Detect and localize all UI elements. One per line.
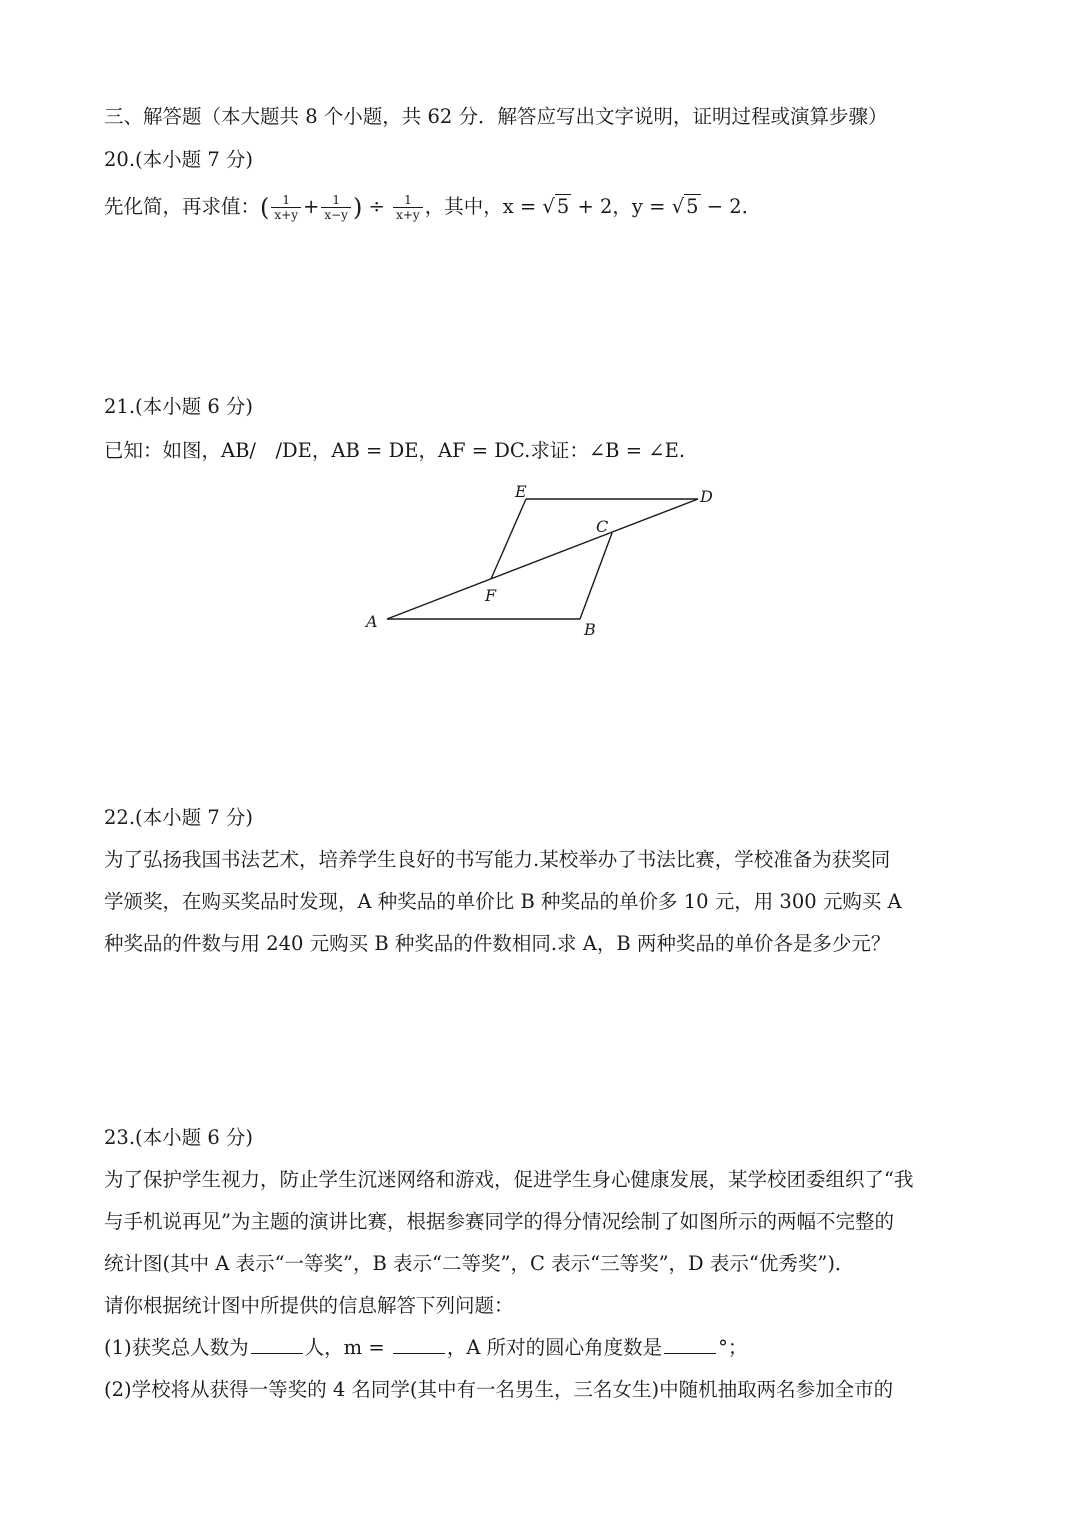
- q23-line-3: 统计图(其中 A 表示“一等奖”，B 表示“二等奖”，C 表示“三等奖”，D 表示“优秀奖”)．: [104, 1252, 855, 1275]
- label-D: D: [700, 487, 713, 506]
- q22-line-3: 种奖品的件数与用 240 元购买 B 种奖品的件数相同.求 A，B 两种奖品的单价各是多少元？: [104, 932, 891, 955]
- label-E: E: [515, 482, 527, 501]
- q23-line-2: 与手机说再见”为主题的演讲比赛，根据参赛同学的得分情况绘制了如图所示的两幅不完整的: [104, 1210, 894, 1233]
- q20-suffix-2: + 2，y =: [571, 195, 672, 218]
- q23-part1-c: ，A 所对的圆心角度数是: [446, 1336, 663, 1359]
- fraction-denominator: x+y: [274, 208, 298, 222]
- q22-title: 22.(本小题 7 分): [104, 806, 254, 829]
- geometry-figure: [360, 478, 730, 643]
- q20-suffix-1: ，其中，x =: [424, 195, 543, 218]
- answer-blank-total[interactable]: [251, 1333, 303, 1354]
- q23-part1-a: (1)获奖总人数为: [104, 1336, 249, 1359]
- answer-blank-m[interactable]: [393, 1333, 445, 1354]
- q21-statement: 已知：如图，AB/ /DE，AB = DE，AF = DC.求证：∠B = ∠E.: [104, 439, 686, 462]
- q20-expression: 先化简，再求值：( $\frac{1}{x+y}$ + $\frac{1}{x-y}$ ) ÷ $\frac{1}{x+y}$ ，其中，x = √ 5 + 2，y = √ 5 − 2．: [104, 193, 762, 222]
- q23-part1-d: °；: [718, 1336, 748, 1359]
- q23-title: 23.(本小题 6 分): [104, 1126, 254, 1149]
- section-header: 三、解答题（本大题共 8 个小题，共 62 分．解答应写出文字说明，证明过程或演算步骤）: [104, 105, 888, 128]
- fraction-numerator: 1: [271, 193, 301, 208]
- q20-fraction-3: [393, 193, 423, 222]
- q20-open-paren: (: [260, 193, 270, 222]
- fraction-numerator: 1: [321, 193, 351, 208]
- q22-line-2: 学颁奖，在购买奖品时发现，A 种奖品的单价比 B 种奖品的单价多 10 元，用 300 元购买 A: [104, 890, 902, 913]
- fraction-denominator: x+y: [396, 208, 420, 222]
- q20-fraction-1: [271, 193, 301, 222]
- fraction-numerator: 1: [393, 193, 423, 208]
- segment-BC: [580, 533, 612, 619]
- q20-sqrt-1: 5: [556, 195, 570, 218]
- label-F: F: [485, 586, 497, 605]
- q23-part-2: (2)学校将从获得一等奖的 4 名同学(其中有一名男生，三名女生)中随机抽取两名参加全市的: [104, 1378, 894, 1401]
- q22-line-1: 为了弘扬我国书法艺术，培养学生良好的书写能力.某校举办了书法比赛，学校准备为获奖同: [104, 848, 891, 871]
- q23-line-1: 为了保护学生视力，防止学生沉迷网络和游戏，促进学生身心健康发展，某学校团委组织了“我: [104, 1168, 914, 1191]
- q21-title: 21.(本小题 6 分): [104, 395, 254, 418]
- q23-part-1: [104, 1333, 747, 1363]
- fraction-denominator: x−y: [324, 208, 348, 222]
- q20-title: 20.(本小题 7 分): [104, 148, 254, 171]
- segment-AD: [387, 499, 698, 619]
- q20-prefix: 先化简，再求值：: [104, 195, 261, 218]
- q20-close-paren: ): [352, 193, 363, 222]
- label-B: B: [584, 620, 596, 639]
- answer-blank-angle[interactable]: [664, 1333, 716, 1354]
- q20-fraction-2: [321, 193, 351, 222]
- q23-line-4: 请你根据统计图中所提供的信息解答下列问题：: [104, 1294, 514, 1317]
- label-A: A: [366, 612, 378, 631]
- q20-plus: +: [303, 195, 320, 218]
- label-C: C: [596, 517, 609, 536]
- q23-part1-b: 人，m =: [304, 1336, 391, 1359]
- q20-suffix-3: − 2．: [700, 195, 762, 218]
- q20-sqrt-2: 5: [686, 195, 699, 218]
- q20-divide: ÷: [368, 195, 385, 218]
